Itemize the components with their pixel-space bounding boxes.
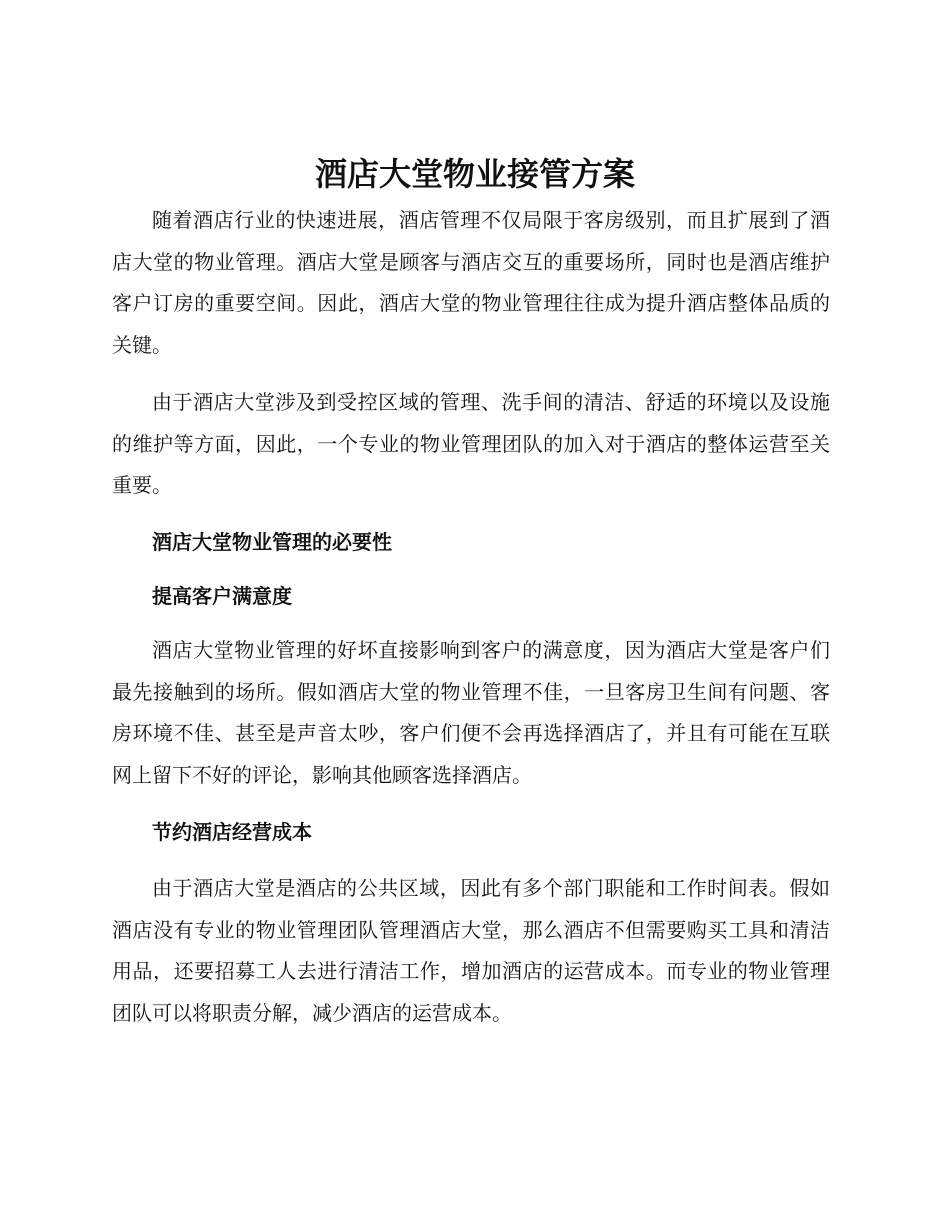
paragraph-importance: 由于酒店大堂涉及到受控区域的管理、洗手间的清洁、舒适的环境以及设施的维护等方面，因此，一个专业的物业管理团队的加入对于酒店的整体运营至关重要。 <box>112 390 830 497</box>
paragraph-cost: 由于酒店大堂是酒店的公共区域，因此有多个部门职能和工作时间表。假如酒店没有专业的物业管理团队管理酒店大堂，那么酒店不但需要购买工具和清洁用品，还要招募工人去进行清洁工作，增加酒店的运营成本。而专业的物业管理团队可以将职责分解，减少酒店的运营成本。 <box>112 876 830 1025</box>
subsection-heading-cost: 节约酒店经营成本 <box>152 820 312 844</box>
subsection-heading-satisfaction: 提高客户满意度 <box>152 584 292 608</box>
document-title: 酒店大堂物业接管方案 <box>314 155 635 193</box>
paragraph-intro: 随着酒店行业的快速进展，酒店管理不仅局限于客房级别，而且扩展到了酒店大堂的物业管理。酒店大堂是顾客与酒店交互的重要场所，同时也是酒店维护客户订房的重要空间。因此，酒店大堂的物业管理往往成为提升酒店整体品质的关键。 <box>112 208 830 357</box>
section-heading-necessity: 酒店大堂物业管理的必要性 <box>152 530 392 554</box>
paragraph-satisfaction: 酒店大堂物业管理的好坏直接影响到客户的满意度，因为酒店大堂是客户们最先接触到的场所。假如酒店大堂的物业管理不佳，一旦客房卫生间有问题、客房环境不佳、甚至是声音太吵，客户们便不会再选择酒店了，并且有可能在互联网上留下不好的评论，影响其他顾客选择酒店。 <box>112 638 830 787</box>
